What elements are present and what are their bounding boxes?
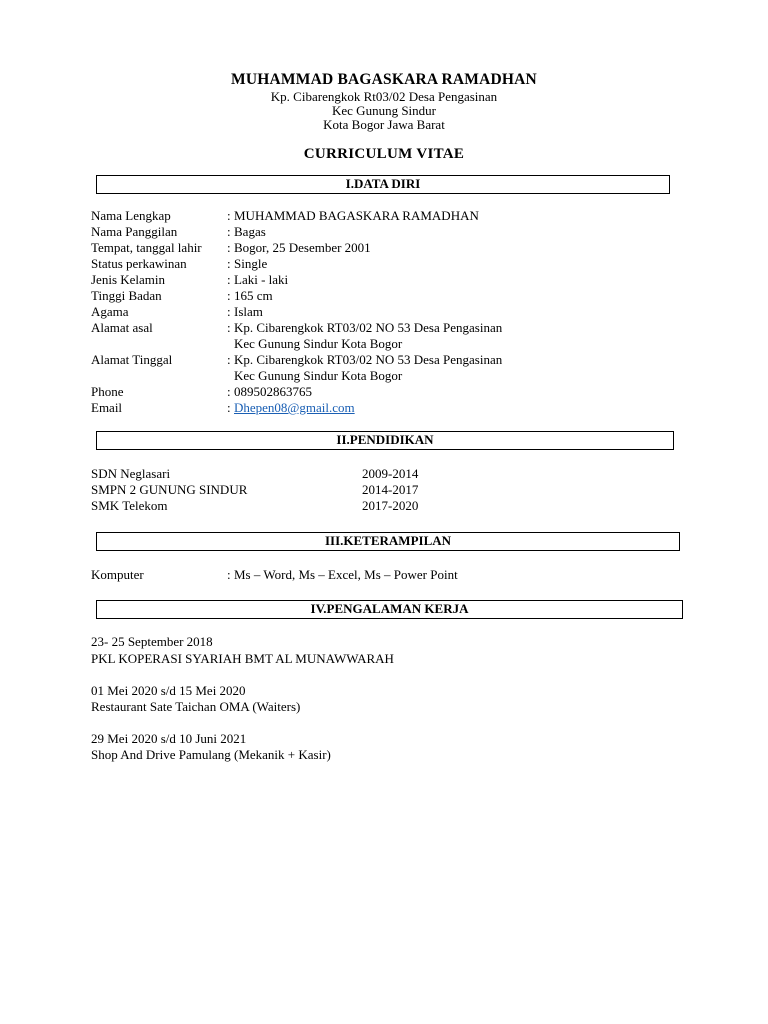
skill-value: Ms – Word, Ms – Excel, Ms – Power Point bbox=[234, 567, 458, 582]
colon-separator: : bbox=[227, 288, 231, 303]
field-label: Email bbox=[91, 400, 123, 415]
field-value: Bagas bbox=[234, 224, 266, 239]
section-header-pengalaman-kerja: IV.PENGALAMAN KERJA bbox=[96, 600, 683, 619]
colon-separator: : bbox=[227, 567, 231, 582]
field-value: 165 cm bbox=[234, 288, 273, 303]
field-label: Status perkawinan bbox=[91, 256, 187, 271]
colon-separator: : bbox=[227, 320, 231, 335]
colon-separator: : bbox=[227, 224, 231, 239]
experience-description: PKL KOPERASI SYARIAH BMT AL MUNAWWARAH bbox=[91, 651, 394, 666]
field-label: Jenis Kelamin bbox=[91, 272, 166, 287]
colon-separator: : bbox=[227, 256, 231, 271]
school-years: 2009-2014 bbox=[362, 466, 419, 481]
colon-separator: : bbox=[227, 240, 231, 255]
colon-separator: : bbox=[227, 208, 231, 223]
school-years: 2017-2020 bbox=[362, 498, 419, 513]
document-title: CURRICULUM VITAE bbox=[303, 146, 465, 162]
field-label: Agama bbox=[91, 304, 129, 319]
field-label: Tempat, tanggal lahir bbox=[91, 240, 202, 255]
field-label: Alamat Tinggal bbox=[91, 352, 173, 367]
field-label: Nama Lengkap bbox=[91, 208, 171, 223]
email-link[interactable]: Dhepen08@gmail.com bbox=[234, 400, 355, 415]
field-value: Kp. Cibarengkok RT03/02 NO 53 Desa Pengasinan bbox=[234, 352, 503, 367]
school-name: SMK Telekom bbox=[91, 498, 168, 513]
field-value: Single bbox=[234, 256, 268, 271]
field-value: Islam bbox=[234, 304, 263, 319]
address-line-3: Kota Bogor Jawa Barat bbox=[323, 117, 445, 132]
field-label: Tinggi Badan bbox=[91, 288, 162, 303]
field-value: Bogor, 25 Desember 2001 bbox=[234, 240, 371, 255]
section-header-keterampilan: III.KETERAMPILAN bbox=[96, 532, 680, 551]
field-value-continued: Kec Gunung Sindur Kota Bogor bbox=[234, 368, 403, 383]
field-label: Alamat asal bbox=[91, 320, 153, 335]
experience-date: 23- 25 September 2018 bbox=[91, 634, 213, 649]
school-name: SMPN 2 GUNUNG SINDUR bbox=[91, 482, 248, 497]
skill-label: Komputer bbox=[91, 567, 144, 582]
colon-separator: : bbox=[227, 272, 231, 287]
colon-separator: : bbox=[227, 304, 231, 319]
field-value: MUHAMMAD BAGASKARA RAMADHAN bbox=[234, 208, 479, 223]
experience-date: 01 Mei 2020 s/d 15 Mei 2020 bbox=[91, 683, 246, 698]
colon-separator: : bbox=[227, 400, 231, 415]
colon-separator: : bbox=[227, 352, 231, 367]
field-label: Nama Panggilan bbox=[91, 224, 178, 239]
field-value: 089502863765 bbox=[234, 384, 312, 399]
address-line-2: Kec Gunung Sindur bbox=[332, 103, 436, 118]
applicant-name: MUHAMMAD BAGASKARA RAMADHAN bbox=[231, 71, 537, 88]
section-header-pendidikan: II.PENDIDIKAN bbox=[96, 431, 674, 450]
school-name: SDN Neglasari bbox=[91, 466, 171, 481]
section-header-data-diri: I.DATA DIRI bbox=[96, 175, 670, 194]
field-value-continued: Kec Gunung Sindur Kota Bogor bbox=[234, 336, 403, 351]
experience-date: 29 Mei 2020 s/d 10 Juni 2021 bbox=[91, 731, 247, 746]
field-value: Kp. Cibarengkok RT03/02 NO 53 Desa Pengasinan bbox=[234, 320, 503, 335]
colon-separator: : bbox=[227, 384, 231, 399]
experience-description: Shop And Drive Pamulang (Mekanik + Kasir) bbox=[91, 747, 331, 762]
field-value: Laki - laki bbox=[234, 272, 289, 287]
experience-description: Restaurant Sate Taichan OMA (Waiters) bbox=[91, 699, 301, 714]
school-years: 2014-2017 bbox=[362, 482, 419, 497]
address-line-1: Kp. Cibarengkok Rt03/02 Desa Pengasinan bbox=[270, 89, 498, 104]
field-label: Phone bbox=[91, 384, 124, 399]
